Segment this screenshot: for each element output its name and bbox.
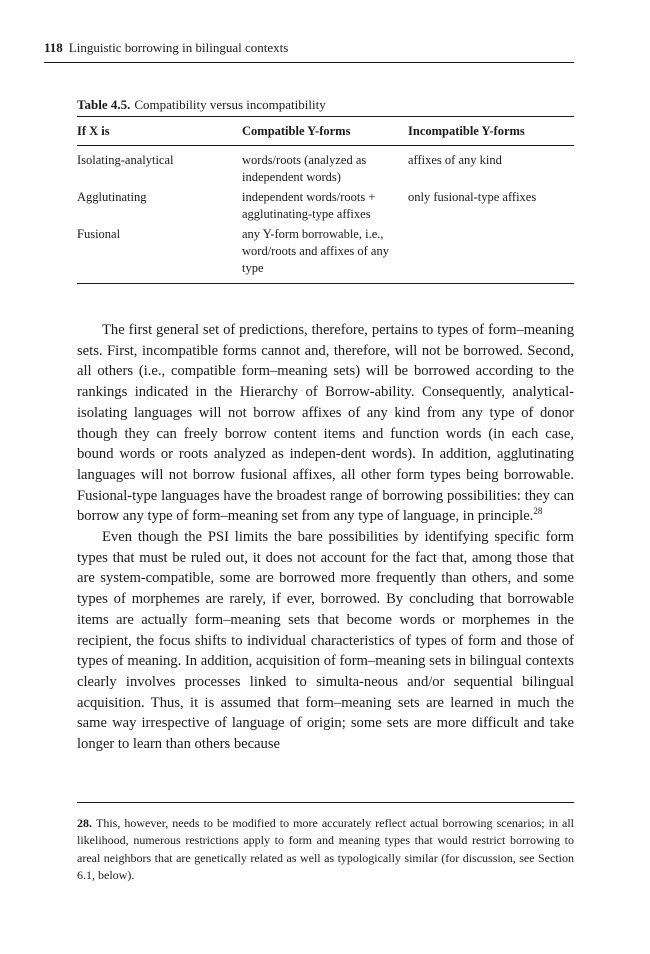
page-number: 118 bbox=[44, 40, 63, 55]
table-row bbox=[77, 189, 574, 226]
paragraph bbox=[77, 320, 574, 527]
table-cell: only fusional-type affixes bbox=[408, 190, 537, 204]
footnote-text: This, however, needs to be modified to more accurately reflect actual borrowing scenarios; in all likelihood, numerous restrictions apply to form and meaning types that would restrict borrowing to areal neighbors that are genetically related as well as typologically similar (for discussion, see Section 6.1, below). bbox=[77, 816, 574, 882]
table-cell: Agglutinating bbox=[77, 190, 147, 204]
running-header bbox=[44, 40, 574, 56]
compatibility-table bbox=[77, 116, 574, 284]
table bbox=[77, 117, 574, 283]
header-rule bbox=[44, 62, 574, 63]
table-label: Table 4.5. bbox=[77, 97, 131, 112]
column-header: If X is bbox=[77, 117, 242, 146]
column-header: Compatible Y-forms bbox=[242, 117, 408, 146]
table-title: Compatibility versus incompatibility bbox=[134, 97, 326, 112]
paragraph: Even though the PSI limits the bare possibilities by identifying specific form types that must be ruled out, it does not account for the fact that, among those that are system-compatible, some are borrowed more frequently than others, and some types of morphemes are rarely, if ever, borrowed. By concluding that borrowable items are actually form–meaning sets that become words or morphemes in the recipient, the focus shifts to individual characteristics of types of form and those of types of meaning. In addition, acquisition of form–meaning sets in bilingual contexts clearly involves processes linked to simulta-neous and/or sequential bilingual acquisition. Thus, it is assumed that form–meaning sets are learned in much the same way irrespective of language of origin; some sets are more difficult and take longer to learn than others because bbox=[77, 529, 574, 753]
table-cell: any Y-form borrowable, i.e., word/roots and affixes of any type bbox=[242, 227, 389, 275]
column-header: Incompatible Y-forms bbox=[408, 117, 574, 146]
table-row bbox=[77, 226, 574, 283]
footnote-number: 28. bbox=[77, 816, 92, 830]
paragraph-text: The first general set of predictions, therefore, pertains to types of form–meaning sets. First, incompatible forms cannot and, therefore, will not be borrowed. Second, all others (i.e., compatible form–meaning sets) will be borrowed according to the rankings indicated in the Hierarchy of Borrow-ability. Consequently, analytical-isolating languages will not borrow affixes of any kind from any type of donor though they can freely borrow content items and function words (in each case, bound words or roots analyzed as indepen-dent words). In addition, agglutinating languages will not borrow fusional affixes, all other form types being borrowable. Fusional-type languages have the broadest range of borrowing possibilities: they can borrow any type of form–meaning set from any type of language, in principle. bbox=[77, 322, 574, 525]
table-cell: Isolating-analytical bbox=[77, 153, 174, 167]
footnote bbox=[77, 815, 574, 884]
table-row bbox=[77, 146, 574, 190]
table-caption bbox=[77, 97, 326, 113]
table-cell: words/roots (analyzed as independent words) bbox=[242, 153, 367, 184]
table-cell bbox=[408, 226, 574, 283]
table-header-row bbox=[77, 117, 574, 146]
table-cell: independent words/roots + agglutinating-type affixes bbox=[242, 190, 376, 221]
footnote-rule bbox=[77, 802, 574, 803]
running-title: Linguistic borrowing in bilingual contexts bbox=[68, 40, 289, 55]
table-cell: affixes of any kind bbox=[408, 153, 502, 167]
body-text bbox=[77, 320, 574, 755]
table-cell: Fusional bbox=[77, 227, 121, 241]
footnote-reference[interactable]: 28 bbox=[533, 506, 543, 517]
